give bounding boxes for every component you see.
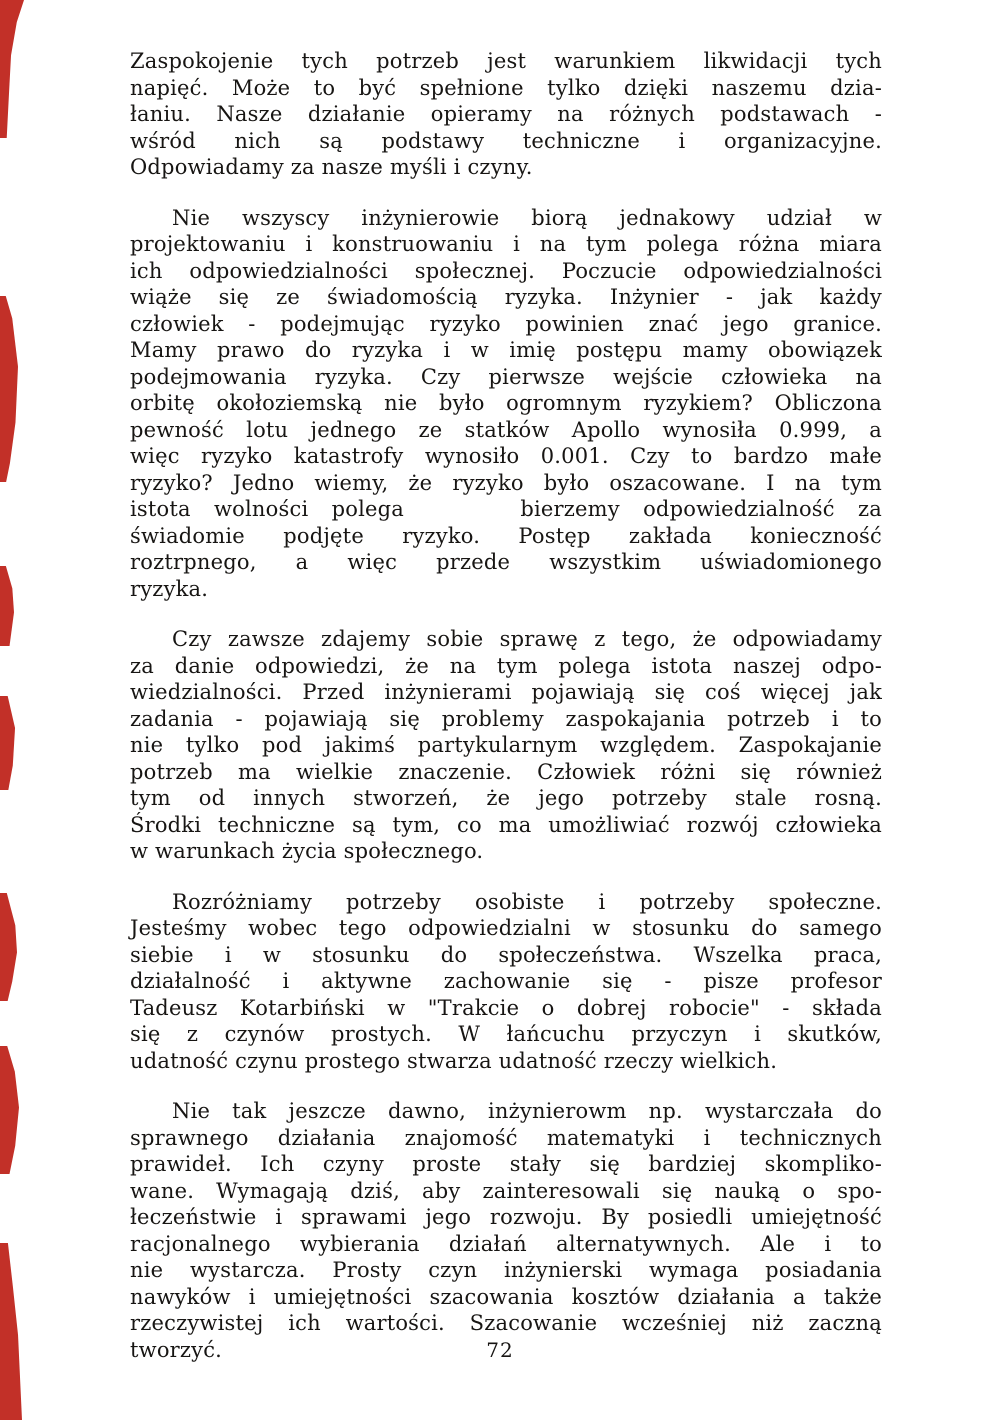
text-line: ryzyko? Jedno wiemy, że ryzyko było oszacowane. I na tym [130,470,882,495]
text-line: człowiek - podejmując ryzyko powinien znać jego granice. [130,311,882,336]
text-line: ryzyka. [130,576,209,601]
scan-edge-red-mark [0,296,18,482]
text-line: potrzeb ma wielkie znaczenie. Człowiek różni się również [130,759,882,784]
text-line: tym od innych stworzeń, że jego potrzeby stale rosną. [130,786,882,810]
text-line: za danie odpowiedzi, że na tym polega istota naszej odpo- [130,653,882,678]
text-line: Jesteśmy wobec tego odpowiedzialni w stosunku do samego [130,916,882,940]
text-line: łaniu. Nasze działanie opieramy na różnych podstawach - [130,102,882,126]
paragraph [130,1098,882,1363]
scan-edge-red-mark [0,893,17,1001]
text-line: racjonalnego wybierania działań alternatywnych. Ale i to [130,1231,882,1256]
text-line: orbitę okołoziemską nie było ogromnym ryzykiem? Obliczona [130,391,882,415]
text-line: Nie wszyscy inżynierowie biorą jednakowy udział w [172,205,882,230]
page-text [130,48,882,1387]
paragraph [130,48,882,181]
text-line: sprawnego działania znajomość matematyki i technicznych [130,1125,882,1150]
text-line: siebie i w stosunku do społeczeństwa. Wszelka praca, [130,942,882,967]
text-line: łeczeństwie i sprawami jego rozwoju. By posiedli umiejętność [130,1205,882,1229]
paragraph [130,889,882,1075]
scan-edge-red-mark [0,1046,19,1174]
scan-edge-red-mark [0,0,24,138]
text-line: napięć. Może to być spełnione tylko dzięki naszemu dzia- [130,75,882,100]
text-line: wiedzialności. Przed inżynierami pojawiają się coś więcej jak [130,680,882,704]
text-line: Zaspokojenie tych potrzeb jest warunkiem likwidacji tych [130,49,882,73]
text-line: rzeczywistej ich wartości. Szacowanie wcześniej niż zaczną [130,1311,882,1335]
text-line: prawideł. Ich czyny proste stały się bardziej skompliko- [130,1152,882,1176]
text-line: Nie tak jeszcze dawno, inżynierowm np. wystarczała do [172,1099,882,1123]
text-line: świadomie podjęte ryzyko. Postęp zakłada konieczność [130,523,882,548]
scan-edge-red-mark [0,1243,22,1420]
text-line: się z czynów prostych. W łańcuchu przyczyn i skutków, [130,1022,882,1046]
text-line: Czy zawsze zdajemy sobie sprawę z tego, że odpowiadamy [172,627,882,651]
scan-edge-red-mark [0,696,16,790]
text-line: Rozróżniamy potrzeby osobiste i potrzeby społeczne. [172,889,882,914]
text-line: tworzyć. [130,1337,223,1362]
text-line: pewność lotu jednego ze statków Apollo wynosiła 0.999, a [130,417,882,442]
text-line: wśród nich są podstawy techniczne i organizacyjne. [130,128,882,153]
text-line: projektowaniu i konstruowaniu i na tym polega różna miara [130,232,882,256]
text-line: Mamy prawo do ryzyka i w imię postępu mamy obowiązek [130,338,882,362]
text-line: więc ryzyko katastrofy wynosiło 0.001. Czy to bardzo małe [130,444,882,468]
scan-edge-red-mark [0,566,14,646]
text-line: Tadeusz Kotarbiński w "Trakcie o dobrej robocie" - składa [130,995,882,1020]
text-line: istota wolności polega bierzemy odpowiedzialność za [130,497,882,521]
text-line: wiąże się ze świadomością ryzyka. Inżynier - jak każdy [130,285,882,309]
text-line: zadania - pojawiają się problemy zaspokajania potrzeb i to [130,706,882,731]
text-line: Odpowiadamy za nasze myśli i czyny. [130,155,533,179]
text-line: roztrpnego, a więc przede wszystkim uświadomionego [130,550,882,574]
text-line: Środki techniczne są tym, co ma umożliwiać rozwój człowieka [130,812,882,837]
text-line: podejmowania ryzyka. Czy pierwsze wejście człowieka na [130,364,882,389]
text-line: nawyków i umiejętności szacowania kosztów działania a także [130,1284,882,1309]
text-line: nie tylko pod jakimś partykularnym względem. Zaspokajanie [130,733,882,757]
text-line: udatność czynu prostego stwarza udatność rzeczy wielkich. [130,1048,778,1073]
page-number: 72 [486,1338,514,1362]
text-line: wane. Wymagają dziś, aby zainteresowali się nauką o spo- [130,1178,882,1203]
paragraph [130,626,882,865]
text-line: nie wystarcza. Prosty czyn inżynierski wymaga posiadania [130,1258,882,1282]
text-line: w warunkach życia społecznego. [130,839,484,863]
paragraph [130,205,882,603]
text-line: działalność i aktywne zachowanie się - pisze profesor [130,969,882,993]
text-line: ich odpowiedzialności społecznej. Poczucie odpowiedzialności [130,258,882,283]
